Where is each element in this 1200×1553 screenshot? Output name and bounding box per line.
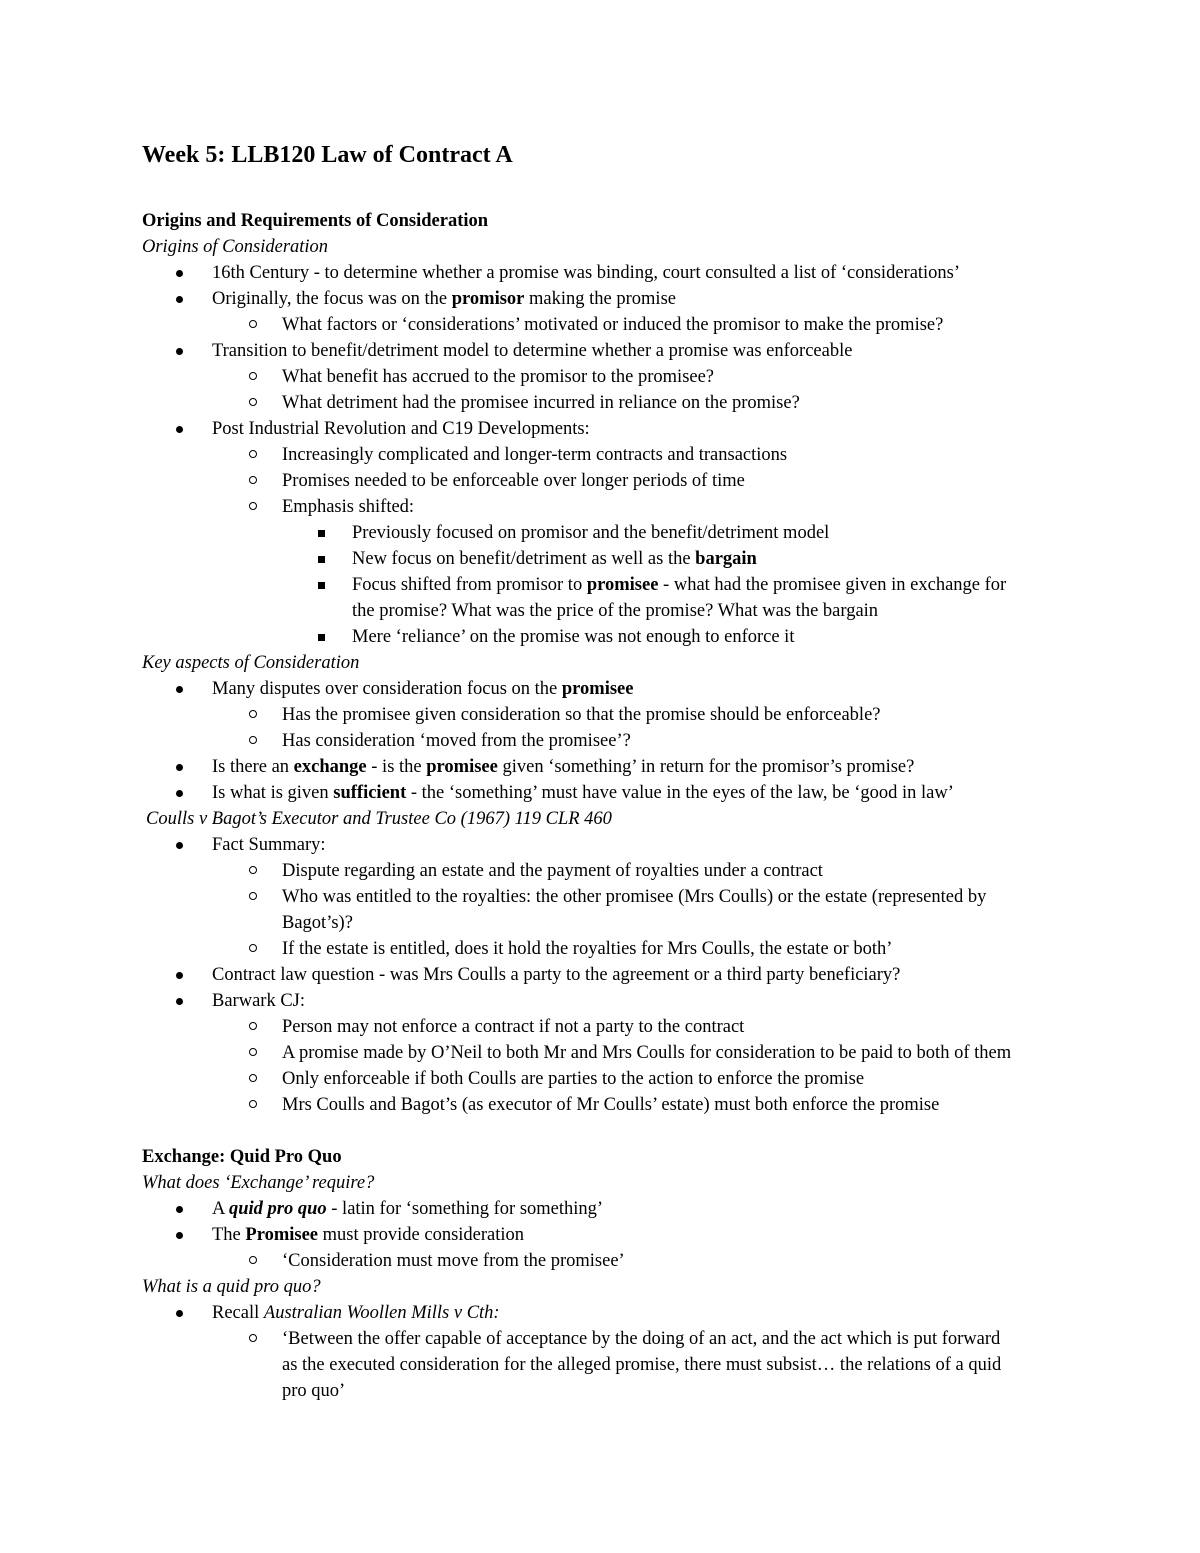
bullet-circle-icon xyxy=(249,1022,257,1030)
list-item: 16th Century - to determine whether a promise was binding, court consulted a list of ‘considerations’ xyxy=(212,263,961,283)
bullet-circle-icon xyxy=(249,1100,257,1108)
bullet-circle-icon xyxy=(249,1256,257,1264)
bullet-dot-icon xyxy=(176,998,183,1005)
list-item: Originally, the focus was on the promisor making the promise xyxy=(212,289,676,309)
bullet-circle-icon xyxy=(249,502,257,510)
bullet-circle-icon xyxy=(249,892,257,900)
list-item: Person may not enforce a contract if not a party to the contract xyxy=(282,1017,745,1037)
list-item: Contract law question - was Mrs Coulls a party to the agreement or a third party beneficiary? xyxy=(212,965,901,985)
bullet-square-icon xyxy=(318,634,325,641)
subheading-what-is-quid-pro-quo: What is a quid pro quo? xyxy=(142,1277,321,1297)
list-item: New focus on benefit/detriment as well as the bargain xyxy=(352,549,757,569)
list-item: If the estate is entitled, does it hold the royalties for Mrs Coulls, the estate or both’ xyxy=(282,939,893,959)
bullet-circle-icon xyxy=(249,450,257,458)
list-item: A promise made by O’Neil to both Mr and Mrs Coulls for consideration to be paid to both of them xyxy=(282,1043,1012,1063)
list-item: Who was entitled to the royalties: the other promisee (Mrs Coulls) or the estate (represented by xyxy=(282,887,987,907)
list-item: Dispute regarding an estate and the payment of royalties under a contract xyxy=(282,861,823,881)
list-item: Transition to benefit/detriment model to determine whether a promise was enforceable xyxy=(212,341,853,361)
list-item: Promises needed to be enforceable over longer periods of time xyxy=(282,471,745,491)
bullet-circle-icon xyxy=(249,320,257,328)
list-item-continuation: as the executed consideration for the alleged promise, there must subsist… the relations of a quid xyxy=(282,1355,1002,1375)
bullet-circle-icon xyxy=(249,398,257,406)
list-item: A quid pro quo - latin for ‘something for something’ xyxy=(212,1199,604,1219)
document-title: Week 5: LLB120 Law of Contract A xyxy=(142,142,513,168)
list-item-continuation: the promise? What was the price of the promise? What was the bargain xyxy=(352,601,879,621)
list-item: Post Industrial Revolution and C19 Developments: xyxy=(212,419,590,439)
bullet-dot-icon xyxy=(176,270,183,277)
list-item: What benefit has accrued to the promisor to the promisee? xyxy=(282,367,715,387)
list-item: Barwark CJ: xyxy=(212,991,305,1011)
list-item: Increasingly complicated and longer-term contracts and transactions xyxy=(282,445,788,465)
bullet-circle-icon xyxy=(249,736,257,744)
list-item: Has the promisee given consideration so that the promise should be enforceable? xyxy=(282,705,881,725)
bullet-circle-icon xyxy=(249,1074,257,1082)
subheading-key-aspects: Key aspects of Consideration xyxy=(142,653,360,673)
list-item: Is there an exchange - is the promisee given ‘something’ in return for the promisor’s promise? xyxy=(212,757,915,777)
section-heading-quid-pro-quo: Exchange: Quid Pro Quo xyxy=(142,1147,342,1167)
bullet-circle-icon xyxy=(249,866,257,874)
bullet-dot-icon xyxy=(176,426,183,433)
list-item: Emphasis shifted: xyxy=(282,497,415,517)
bullet-dot-icon xyxy=(176,686,183,693)
section-heading-origins-requirements: Origins and Requirements of Consideration xyxy=(142,211,489,231)
bullet-circle-icon xyxy=(249,710,257,718)
bullet-dot-icon xyxy=(176,764,183,771)
list-item: Mere ‘reliance’ on the promise was not enough to enforce it xyxy=(352,627,795,647)
list-item: Is what is given sufficient - the ‘something’ must have value in the eyes of the law, be ‘good in law’ xyxy=(212,783,954,803)
list-item: Has consideration ‘moved from the promisee’? xyxy=(282,731,631,751)
subheading-origins: Origins of Consideration xyxy=(142,237,329,257)
subheading-exchange-require: What does ‘Exchange’ require? xyxy=(142,1173,375,1193)
bullet-dot-icon xyxy=(176,842,183,849)
list-item: ‘Between the offer capable of acceptance by the doing of an act, and the act which is put forward xyxy=(282,1329,1001,1349)
bullet-square-icon xyxy=(318,582,325,589)
list-item: ‘Consideration must move from the promisee’ xyxy=(282,1251,625,1271)
list-item: Many disputes over consideration focus on the promisee xyxy=(212,679,634,699)
bullet-circle-icon xyxy=(249,476,257,484)
bullet-square-icon xyxy=(318,530,325,537)
list-item: Only enforceable if both Coulls are parties to the action to enforce the promise xyxy=(282,1069,865,1089)
bullet-circle-icon xyxy=(249,372,257,380)
list-item: Mrs Coulls and Bagot’s (as executor of Mr Coulls’ estate) must both enforce the promise xyxy=(282,1095,940,1115)
list-item: Previously focused on promisor and the benefit/detriment model xyxy=(352,523,830,543)
bullet-dot-icon xyxy=(176,296,183,303)
bullet-dot-icon xyxy=(176,348,183,355)
list-item: What factors or ‘considerations’ motivated or induced the promisor to make the promise? xyxy=(282,315,944,335)
bullet-dot-icon xyxy=(176,1310,183,1317)
bullet-circle-icon xyxy=(249,1048,257,1056)
subheading-case-coulls: Coulls v Bagot’s Executor and Trustee Co (1967) 119 CLR 460 xyxy=(146,809,612,829)
bullet-circle-icon xyxy=(249,944,257,952)
list-item: What detriment had the promisee incurred in reliance on the promise? xyxy=(282,393,800,413)
list-item: Focus shifted from promisor to promisee - what had the promisee given in exchange for xyxy=(352,575,1007,595)
bullet-dot-icon xyxy=(176,1206,183,1213)
bullet-circle-icon xyxy=(249,1334,257,1342)
bullet-dot-icon xyxy=(176,1232,183,1239)
list-item-continuation: pro quo’ xyxy=(282,1381,346,1401)
list-item-continuation: Bagot’s)? xyxy=(282,913,353,933)
bullet-dot-icon xyxy=(176,972,183,979)
list-item: Fact Summary: xyxy=(212,835,326,855)
list-item: Recall Australian Woollen Mills v Cth: xyxy=(212,1303,500,1323)
bullet-square-icon xyxy=(318,556,325,563)
list-item: The Promisee must provide consideration xyxy=(212,1225,525,1245)
bullet-dot-icon xyxy=(176,790,183,797)
